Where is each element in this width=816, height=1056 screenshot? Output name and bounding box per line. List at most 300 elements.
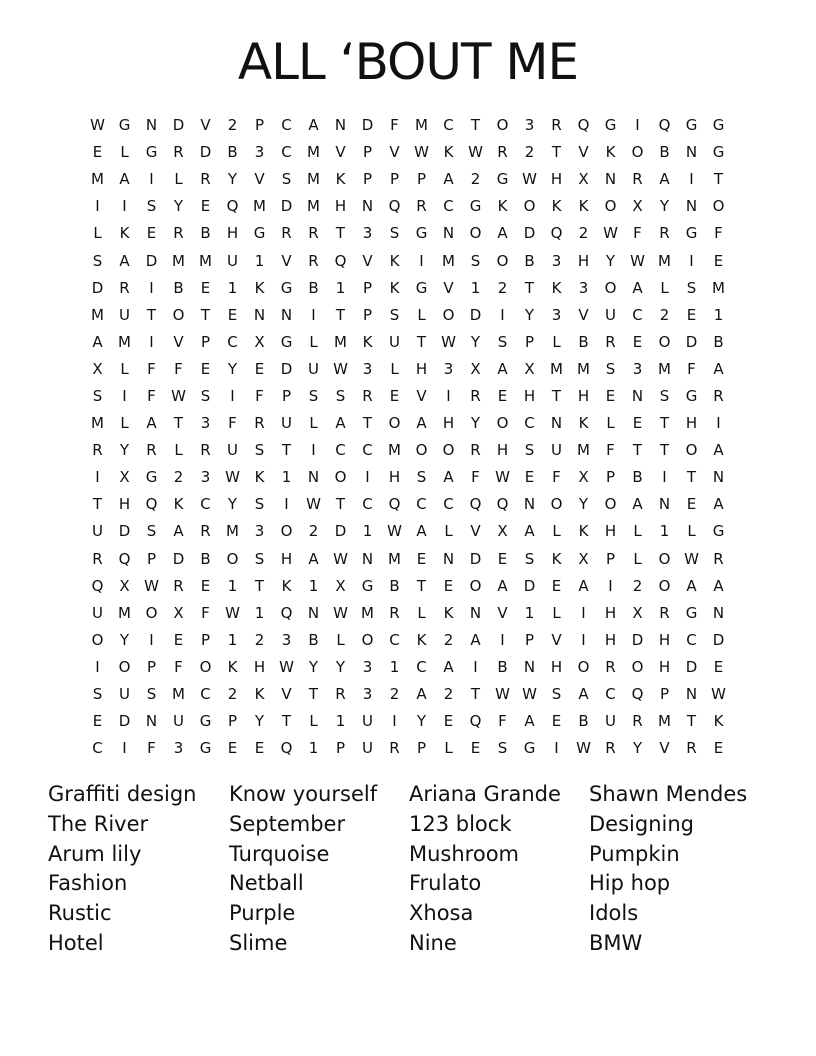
grid-letter: S [389,305,400,324]
grid-letter: V [470,522,481,541]
grid-letter: Y [578,495,589,514]
grid-letter: Q [280,739,293,758]
grid-letter: T [281,712,292,731]
grid-letter: H [604,630,617,649]
grid-letter: L [552,522,561,541]
grid-letter: C [389,630,400,649]
grid-letter: R [362,386,373,405]
grid-letter: F [147,359,156,378]
grid-letter: O [631,657,644,676]
grid-letter: W [603,224,618,243]
grid-letter: L [417,603,426,622]
grid-letter: I [473,657,478,676]
grid-letter: T [686,712,697,731]
grid-letter: A [686,576,697,595]
grid-letter: 1 [254,251,265,270]
grid-letter: T [416,576,427,595]
grid-letter: L [120,143,129,162]
grid-letter: O [469,224,482,243]
word-column [229,780,409,959]
grid-letter: X [470,359,481,378]
grid-letter: D [685,332,698,351]
grid-letter: 1 [254,603,265,622]
grid-letter: H [253,657,266,676]
grid-row [84,491,732,518]
grid-letter: M [577,359,590,378]
grid-letter: Y [227,359,238,378]
grid-letter: 3 [254,522,265,541]
grid-letter: P [362,278,373,297]
grid-letter: R [200,441,211,460]
grid-letter: I [149,278,154,297]
grid-letter: P [200,332,211,351]
grid-letter: H [550,657,563,676]
grid-letter: I [95,197,100,216]
word-list-item: Graffiti design [48,782,197,806]
grid-letter: X [524,359,535,378]
grid-letter: Q [226,197,239,216]
grid-letter: O [442,305,455,324]
grid-letter: P [362,143,373,162]
grid-letter: G [685,603,698,622]
grid-letter: K [335,170,346,189]
grid-letter: C [92,739,103,758]
grid-letter: S [605,359,616,378]
grid-letter: T [686,468,697,487]
grid-letter: V [578,305,589,324]
grid-letter: L [93,224,102,243]
grid-letter: M [199,251,212,270]
grid-letter: A [119,251,130,270]
grid-letter: 3 [632,359,643,378]
grid-letter: P [227,712,238,731]
grid-letter: O [361,630,374,649]
grid-letter: K [578,522,589,541]
grid-letter: O [658,549,671,568]
grid-letter: Y [119,630,130,649]
grid-letter: L [120,359,129,378]
grid-letter: F [228,414,237,433]
grid-letter: B [200,549,211,568]
grid-letter: M [307,170,320,189]
grid-letter: H [550,170,563,189]
grid-letter: R [605,657,616,676]
grid-letter: A [632,495,643,514]
grid-letter: F [606,441,615,460]
grid-letter: A [497,359,508,378]
grid-letter: N [361,197,374,216]
grid-letter: G [496,170,509,189]
grid-letter: C [443,197,454,216]
grid-letter: Y [335,657,346,676]
grid-letter: 3 [281,630,292,649]
grid-letter: X [335,576,346,595]
grid-letter: G [118,116,131,135]
grid-letter: L [417,305,426,324]
word-list-item: Xhosa [409,901,474,926]
grid-letter: M [334,332,347,351]
grid-letter: T [281,441,292,460]
grid-letter: W [414,143,429,162]
grid-letter: L [633,522,642,541]
grid-letter: G [685,116,698,135]
grid-letter: Q [280,603,293,622]
word-list-item: Shawn Mendes [589,782,748,806]
grid-letter: 2 [497,278,508,297]
grid-letter: V [200,116,211,135]
grid-letter: B [200,224,211,243]
grid-row [84,437,732,464]
grid-letter: E [443,576,454,595]
grid-letter: 2 [443,685,454,704]
grid-letter: T [362,414,373,433]
grid-letter: M [91,305,104,324]
grid-letter: I [419,251,424,270]
grid-letter: E [497,386,508,405]
grid-letter: 2 [227,116,238,135]
grid-letter: I [284,495,289,514]
grid-letter: O [658,332,671,351]
grid-letter: D [712,630,725,649]
grid-letter: H [604,522,617,541]
grid-letter: O [685,441,698,460]
grid-letter: R [173,576,184,595]
grid-row [84,627,732,654]
grid-letter: T [470,116,481,135]
grid-letter: A [335,414,346,433]
grid-letter: 2 [173,468,184,487]
grid-letter: N [712,603,725,622]
grid-letter: Q [469,712,482,731]
grid-letter: S [254,495,265,514]
grid-letter: 3 [254,143,265,162]
grid-letter: F [147,386,156,405]
word-list-item: BMW [589,930,643,955]
grid-letter: E [632,332,643,351]
grid-letter: E [227,739,238,758]
grid-letter: U [362,739,373,758]
grid-letter: G [280,332,293,351]
grid-letter: G [199,712,212,731]
grid-letter: R [632,170,643,189]
word-list-item: Netball [229,871,304,896]
grid-letter: R [200,522,211,541]
grid-letter: Y [227,170,238,189]
grid-letter: T [146,305,157,324]
grid-letter: V [659,739,670,758]
grid-letter: 1 [335,278,346,297]
grid-letter: Y [119,441,130,460]
grid-letter: N [523,657,536,676]
grid-letter: R [389,739,400,758]
grid-letter: I [446,386,451,405]
word-list-item: Purple [229,901,296,926]
grid-letter: K [254,278,265,297]
grid-letter: Q [145,495,158,514]
grid-letter: I [581,603,586,622]
grid-letter: F [714,224,723,243]
grid-letter: W [495,685,510,704]
grid-letter: R [713,386,724,405]
grid-letter: Q [334,251,347,270]
grid-letter: 3 [173,739,184,758]
grid-letter: Y [227,495,238,514]
grid-letter: E [173,630,184,649]
grid-letter: A [470,630,481,649]
grid-row [84,302,732,329]
grid-letter: 1 [524,603,535,622]
grid-letter: V [389,143,400,162]
grid-letter: K [497,197,508,216]
grid-letter: A [713,359,724,378]
grid-letter: U [119,685,130,704]
grid-letter: C [200,495,211,514]
grid-letter: U [362,712,373,731]
grid-letter: V [173,332,184,351]
grid-letter: M [577,441,590,460]
grid-letter: U [308,359,319,378]
grid-letter: W [387,522,402,541]
grid-letter: W [576,739,591,758]
grid-row [84,356,732,383]
grid-letter: R [551,116,562,135]
grid-letter: M [388,549,401,568]
grid-letter: R [389,603,400,622]
word-column [589,780,769,959]
grid-letter: P [659,685,670,704]
word-list-item: Turquoise [229,841,330,866]
grid-letter: V [551,630,562,649]
grid-letter: I [662,468,667,487]
grid-letter: O [199,657,212,676]
grid-letter: A [632,278,643,297]
grid-letter: R [173,143,184,162]
grid-letter: D [280,197,293,216]
grid-letter: M [118,603,131,622]
grid-letter: O [145,603,158,622]
grid-letter: L [390,359,399,378]
grid-letter: S [146,522,157,541]
grid-letter: E [686,305,697,324]
grid-letter: H [658,657,671,676]
grid-letter: X [92,359,103,378]
grid-letter: I [689,251,694,270]
grid-letter: 1 [389,657,400,676]
grid-letter: U [605,712,616,731]
grid-letter: O [604,197,617,216]
grid-letter: S [524,441,535,460]
puzzle-title: ALL ‘BOUT ME [237,33,579,91]
grid-letter: X [119,468,130,487]
grid-letter: I [311,441,316,460]
grid-letter: M [658,251,671,270]
grid-letter: Q [388,197,401,216]
grid-row [84,112,732,139]
grid-letter: Y [605,251,616,270]
grid-row [84,193,732,220]
grid-letter: S [92,685,103,704]
grid-letter: A [497,224,508,243]
grid-letter: R [308,224,319,243]
grid-letter: G [199,739,212,758]
grid-letter: P [416,170,427,189]
grid-letter: D [334,522,347,541]
grid-letter: Y [524,305,535,324]
grid-row [84,247,732,274]
grid-letter: H [658,630,671,649]
grid-letter: A [146,414,157,433]
grid-letter: R [92,441,103,460]
grid-letter: K [254,468,265,487]
grid-letter: 1 [335,712,346,731]
grid-letter: U [281,414,292,433]
grid-letter: O [442,441,455,460]
grid-letter: G [523,739,536,758]
grid-letter: I [689,170,694,189]
grid-letter: 2 [470,170,481,189]
grid-letter: L [444,739,453,758]
grid-letter: A [659,170,670,189]
grid-letter: B [389,576,400,595]
grid-letter: R [605,739,616,758]
grid-letter: Y [470,332,481,351]
grid-letter: T [551,386,562,405]
grid-letter: C [335,441,346,460]
grid-letter: R [632,712,643,731]
letter-grid [84,112,732,762]
grid-letter: L [309,332,318,351]
grid-letter: S [686,278,697,297]
grid-letter: H [334,197,347,216]
grid-letter: N [523,495,536,514]
grid-letter: C [200,685,211,704]
word-list-item: Pumpkin [589,841,680,866]
grid-letter: Y [173,197,184,216]
grid-letter: R [659,224,670,243]
grid-letter: S [146,197,157,216]
grid-letter: S [92,386,103,405]
grid-letter: R [254,414,265,433]
grid-letter: Y [416,712,427,731]
grid-letter: N [334,116,347,135]
grid-letter: F [687,359,696,378]
word-column [409,780,589,959]
grid-letter: H [496,441,509,460]
grid-letter: K [389,278,400,297]
grid-letter: L [444,522,453,541]
grid-letter: 2 [632,576,643,595]
grid-letter: B [659,143,670,162]
grid-letter: Q [631,685,644,704]
grid-letter: W [684,549,699,568]
grid-letter: S [335,386,346,405]
grid-letter: F [552,468,561,487]
grid-letter: U [119,305,130,324]
grid-letter: A [524,712,535,731]
grid-letter: H [577,386,590,405]
grid-letter: I [230,386,235,405]
grid-letter: K [443,603,454,622]
grid-letter: O [523,197,536,216]
grid-letter: X [578,549,589,568]
grid-letter: K [254,685,265,704]
grid-letter: P [281,386,292,405]
grid-letter: F [174,657,183,676]
grid-letter: C [281,143,292,162]
grid-letter: H [118,495,131,514]
grid-letter: O [388,414,401,433]
grid-letter: K [173,495,184,514]
grid-letter: B [578,332,589,351]
grid-letter: T [254,576,265,595]
grid-letter: G [361,576,374,595]
grid-letter: X [254,332,265,351]
grid-letter: B [173,278,184,297]
grid-letter: N [145,116,158,135]
grid-letter: K [443,143,454,162]
grid-letter: T [659,441,670,460]
grid-letter: K [551,549,562,568]
grid-letter: X [578,468,589,487]
grid-letter: A [308,549,319,568]
grid-letter: O [469,576,482,595]
grid-letter: G [145,468,158,487]
grid-letter: I [608,576,613,595]
grid-letter: 2 [443,630,454,649]
grid-letter: M [91,170,104,189]
grid-letter: 1 [227,630,238,649]
grid-letter: E [389,386,400,405]
grid-letter: T [335,305,346,324]
grid-letter: 3 [443,359,454,378]
grid-letter: I [635,116,640,135]
grid-letter: P [605,468,616,487]
grid-letter: S [92,251,103,270]
grid-letter: B [578,712,589,731]
grid-letter: P [389,170,400,189]
grid-row [84,735,732,762]
grid-letter: 2 [659,305,670,324]
grid-letter: D [172,549,185,568]
grid-letter: S [254,441,265,460]
grid-letter: 1 [227,278,238,297]
grid-letter: G [604,116,617,135]
grid-letter: V [281,251,292,270]
grid-letter: M [118,332,131,351]
grid-letter: C [227,332,238,351]
grid-letter: 2 [578,224,589,243]
grid-row [84,654,732,681]
grid-letter: P [146,549,157,568]
grid-letter: G [712,143,725,162]
grid-letter: H [442,414,455,433]
grid-letter: I [392,712,397,731]
grid-row [84,681,732,708]
grid-letter: I [311,305,316,324]
grid-letter: K [227,657,238,676]
grid-letter: L [309,712,318,731]
grid-letter: A [92,332,103,351]
grid-letter: O [604,278,617,297]
grid-letter: M [442,251,455,270]
grid-row [84,275,732,302]
grid-letter: B [308,278,319,297]
grid-letter: R [146,441,157,460]
grid-letter: P [524,630,535,649]
grid-letter: M [658,712,671,731]
grid-letter: M [226,522,239,541]
grid-letter: C [443,495,454,514]
